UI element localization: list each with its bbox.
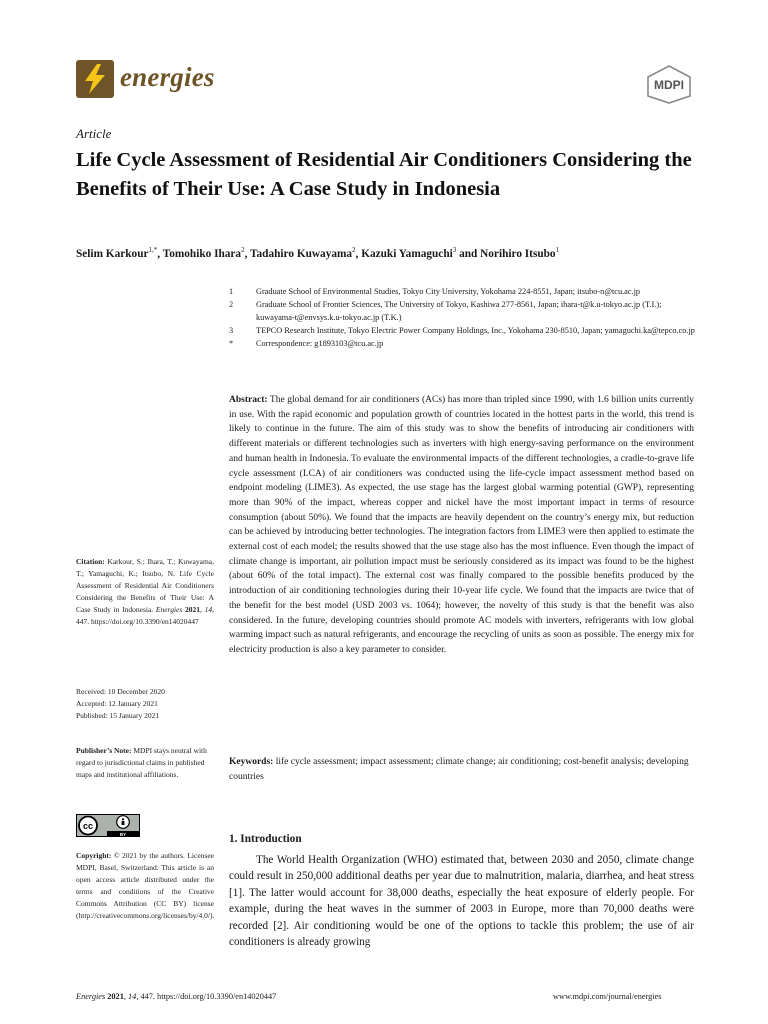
author-separator: , [244, 247, 251, 260]
author-name[interactable]: Norihiro Itsubo [480, 247, 556, 260]
lightning-bolt-icon [76, 60, 114, 98]
affiliation-text: TEPCO Research Institute, Tokyo Electric Power Company Holdings, Inc., Yokohama 230-8510, Japan; yamaguchi.ka@tepco.co.jp [256, 326, 695, 335]
citation-journal: Energies [155, 605, 183, 614]
author-name[interactable]: Kazuki Yamaguchi [361, 247, 453, 260]
keywords-text: life cycle assessment; impact assessment; climate change; air conditioning; cost-benefit analysis; developing countries [229, 757, 689, 782]
abstract-text: The global demand for air conditioners (ACs) has more than tripled since 1990, with 1.6 billion units currently in use. With the rapid economic and population growth of countries located in the hottest parts in the world, this trend is likely to continue in the future. The aim of this study was to show the benefits of introducing air conditioners with different materials or different technologies such as inverters with high energy-saving performance on the environment and human health in Indonesia. To evaluate the environmental impacts of the different technologies, a cradle-to-grave life cycle assessment (LCA) of air conditioners was conducted using the life-cycle impact assessment method based on endpoint modeling (LIME3). As expected, the use stage has the largest global warming potential (GWP), representing more than 90% of the impact, whereas copper and nickel have the most important impact in terms of resource consumption (about 50%). We found that the impacts are heavily dependent on the country’s energy mix, but reduction can be achieved by introducing better technologies. The integration factors from LIME3 were then applied to estimate the external cost of each model; the results showed that the use stage also has the most influence. Even though the impact of climate change is important, air pollution impact must be seriously considered as its impact was found to be the highest (about 60% of the total impact). The external cost was finally compared to the possible benefits produced by the introduction of air conditioning technologies during their 10-year life cycle. We found that the impacts are twice that of the benefit for the best model (USD 2003 vs. 1064); however, the novelty of this study is that the benefit was also considered. In the future, developing countries should promote AC models with inverters, refrigerants with low global warming impact such as natural refrigerants, and encourage the recycling of units as soon as possible. The energy mix for electricity production is also a key parameter to consider. [229, 395, 694, 655]
journal-name[interactable]: energies [120, 62, 215, 92]
citation-block [76, 556, 214, 628]
section-heading-introduction: 1. Introduction [229, 833, 302, 845]
citation-doi[interactable]: , 447. https://doi.org/10.3390/en14020447 [76, 605, 214, 626]
copyright-label: Copyright: [76, 851, 112, 860]
citation-label: Citation: [76, 557, 105, 566]
paper-title: Life Cycle Assessment of Residential Air Conditioners Considering the Benefits of Their Use: A Case Study in Indonesia [76, 149, 692, 200]
affiliation-number: 3 [229, 326, 234, 335]
creative-commons-by-icon[interactable] [76, 814, 140, 837]
citation-text: Karkour, S.; Ihara, T.; Kuwayama, T.; Yamaguchi, K.; Itsubo, N. Life Cycle Assessment of Residential Air Conditioners Considering the Benefits of Their Use: A Case Study in Indonesia. [76, 557, 214, 614]
affiliation-list [229, 285, 699, 350]
dates-block [76, 686, 214, 722]
author-affil-sup: 2 [241, 246, 245, 254]
footer-sep: , [123, 992, 129, 1001]
author-separator: , [157, 247, 163, 260]
author-name[interactable]: Selim Karkour [76, 247, 149, 260]
author-affil-sup: 2 [352, 246, 356, 254]
affiliation-item [229, 337, 699, 350]
author-affil-sup: 1 [555, 246, 560, 254]
publishers-note-label: Publisher’s Note: [76, 746, 132, 755]
svg-text:BY: BY [119, 831, 127, 837]
author-separator: , [355, 247, 362, 260]
affiliation-item [229, 324, 699, 337]
footer-journal-url[interactable]: www.mdpi.com/journal/energies [553, 992, 662, 1001]
published-date: Published: 15 January 2021 [76, 711, 160, 720]
keywords [229, 755, 694, 784]
mdpi-logo[interactable] [644, 64, 694, 104]
affiliation-number: * [229, 339, 234, 348]
citation-sep: , [200, 605, 205, 614]
publishers-note-text: MDPI stays neutral with regard to jurisdictional claims in published maps and institutional affiliations. [76, 746, 207, 779]
copyright-block [76, 850, 214, 922]
footer-doi[interactable]: , 447. https://doi.org/10.3390/en14020447 [136, 992, 277, 1001]
svg-text:cc: cc [82, 821, 94, 831]
affiliation-number: 2 [229, 300, 234, 309]
accepted-date: Accepted: 12 January 2021 [76, 699, 158, 708]
citation-year: 2021 [182, 605, 201, 614]
author-name[interactable]: Tomohiko Ihara [162, 247, 242, 260]
author-affil-sup: 1,* [148, 246, 158, 254]
author-name[interactable]: Tadahiro Kuwayama [250, 247, 353, 260]
correspondence-text: Correspondence: g1893103@tcu.ac.jp [256, 339, 384, 348]
footer-volume: 14 [128, 992, 137, 1001]
publishers-note [76, 745, 214, 781]
keywords-label: Keywords: [229, 757, 274, 767]
footer-citation [76, 992, 276, 1001]
received-date: Received: 10 December 2020 [76, 687, 165, 696]
abstract [229, 393, 694, 658]
author-affil-sup: 3 [452, 246, 457, 254]
copyright-text: © 2021 by the authors. Licensee MDPI, Basel, Switzerland. This article is an open access article distributed under the terms and conditions of the Creative Commons Attribution (CC BY) license (http://creativecommons.org/licenses/by/4.0/). [76, 851, 215, 920]
article-type: Article [76, 126, 112, 141]
footer-journal: Energies [76, 992, 106, 1001]
citation-volume: 14 [204, 605, 213, 614]
author-separator: and [456, 247, 481, 260]
affiliation-text: Graduate School of Frontier Sciences, The University of Tokyo, Kashiwa 277-8561, Japan; ihara-t@k.u-tokyo.ac.jp (T.I.); kuwayama-t@envsys.k.u-tokyo.ac.jp (T.K.) [256, 300, 662, 322]
footer-year: 2021 [105, 992, 124, 1001]
abstract-label: Abstract: [229, 395, 268, 405]
affiliation-item [229, 298, 699, 324]
author-list [76, 246, 716, 260]
mdpi-logo-text: MDPI [654, 78, 684, 92]
introduction-text: The World Health Organization (WHO) estimated that, between 2030 and 2050, climate change could result in 250,000 additional deaths per year due to malnutrition, malaria, diarrhea, and heat stress [1]. The latter would account for 38,000 deaths, especially the heat exposure of elderly people. For example, during the heat waves in the summer of 2003 in Europe, more than 70,000 deaths were recorded [2]. Air conditioning would be one of the options to tackle this problem; the use of air conditioners is already growing [229, 854, 694, 949]
affiliation-item [229, 285, 699, 298]
affiliation-text: Graduate School of Environmental Studies, Tokyo City University, Yokohama 224-8551, Japan; itsubo-n@tcu.ac.jp [256, 287, 641, 296]
affiliation-number: 1 [229, 287, 234, 296]
